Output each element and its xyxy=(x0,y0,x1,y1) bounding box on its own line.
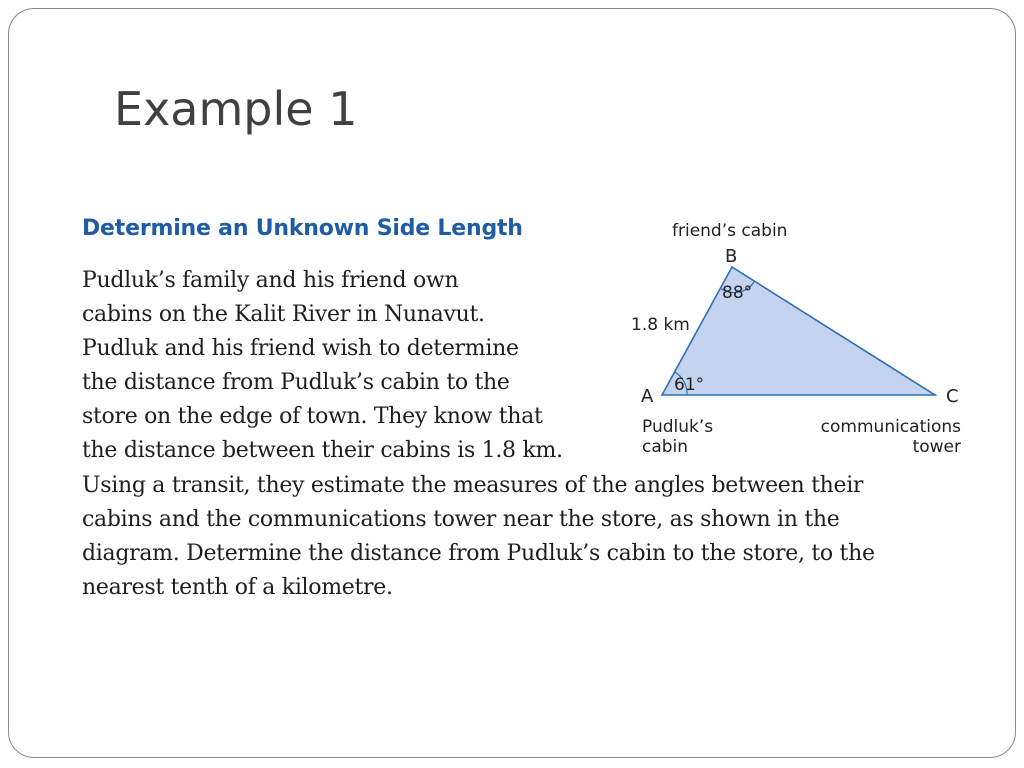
vertex-b-label: B xyxy=(725,246,738,267)
problem-line-8: cabins and the communications tower near the store, as shown in the xyxy=(82,507,840,532)
problem-line-4: the distance from Pudluk’s cabin to the xyxy=(82,370,510,395)
triangle-diagram xyxy=(620,214,980,464)
problem-line-6: the distance between their cabins is 1.8 km. xyxy=(82,438,563,463)
vertex-c-label: C xyxy=(946,386,959,407)
problem-line-9: diagram. Determine the distance from Pudluk’s cabin to the store, to the xyxy=(82,541,875,566)
problem-line-3: Pudluk and his friend wish to determine xyxy=(82,336,519,361)
vertex-a-caption-line-2: cabin xyxy=(642,437,689,457)
vertex-a-label: A xyxy=(641,386,654,407)
problem-line-7: Using a transit, they estimate the measures of the angles between their xyxy=(82,473,864,498)
vertex-c-caption-line-1: communications xyxy=(820,417,961,437)
angle-a-label: 61° xyxy=(674,375,705,395)
problem-line-10: nearest tenth of a kilometre. xyxy=(82,575,393,600)
problem-heading: Determine an Unknown Side Length xyxy=(82,216,523,241)
vertex-b-caption: friend’s cabin xyxy=(672,221,788,241)
side-ab-label: 1.8 km xyxy=(631,315,690,335)
problem-line-2: cabins on the Kalit River in Nunavut. xyxy=(82,302,485,327)
vertex-c-caption-line-2: tower xyxy=(912,437,961,457)
vertex-a-caption-line-1: Pudluk’s xyxy=(642,417,714,437)
angle-b-label: 88° xyxy=(722,283,753,303)
problem-line-1: Pudluk’s family and his friend own xyxy=(82,268,459,293)
problem-line-5: store on the edge of town. They know that xyxy=(82,404,543,429)
slide-title: Example 1 xyxy=(114,82,358,136)
